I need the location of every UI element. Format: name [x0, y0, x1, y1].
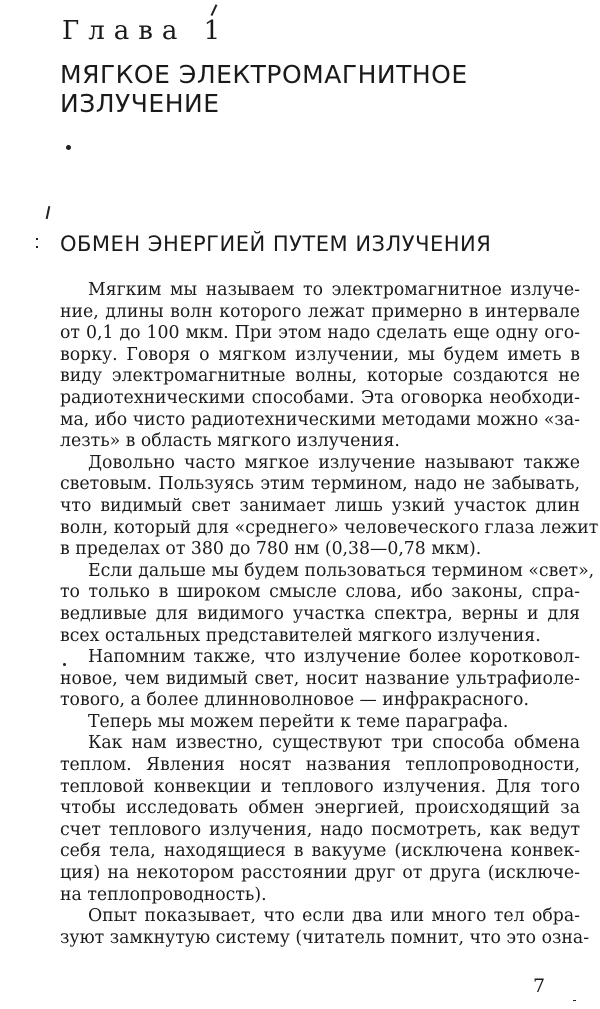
- text-line: Мягким мы называем то электромагнитное излуче-: [88, 280, 580, 300]
- scan-speck: [63, 663, 66, 666]
- scan-speck: [36, 246, 38, 248]
- text-line: в пределах от 380 до 780 нм (0,38—0,78 мкм).: [60, 539, 482, 560]
- text-line: радиотехническими способами. Эта оговорка необходи-: [60, 387, 580, 408]
- text-line: ма, ибо чисто радиотехническими методами можно «за-: [60, 409, 580, 430]
- text-line: тового, а более длинноволновое — инфракрасного.: [60, 690, 529, 711]
- body-text: [60, 280, 599, 949]
- text-line: ние, длины волн которого лежат примерно в интервале: [60, 301, 580, 322]
- text-line: световым. Пользуясь этим термином, надо не забывать,: [60, 474, 580, 495]
- chapter-label: Глава 1: [62, 16, 230, 46]
- text-line: ведливые для видимого участка спектра, верны и для: [60, 603, 580, 624]
- text-line: от 0,1 до 100 мкм. При этом надо сделать еще одну ого-: [60, 323, 580, 344]
- scan-speck: [36, 238, 38, 240]
- text-line: счет теплового излучения, надо посмотреть, как ведут: [60, 819, 580, 840]
- chapter-title: [60, 60, 468, 118]
- chapter-title-line: ИЗЛУЧЕНИЕ: [60, 89, 220, 118]
- text-line: волн, который для «среднего» человеческого глаза лежит: [60, 517, 599, 538]
- text-line: Напомним также, что излучение более коротковол-: [88, 647, 580, 668]
- text-line: тепловой конвекции и теплового излучения. Для того: [60, 776, 580, 797]
- section-heading: ОБМЕН ЭНЕРГИЕЙ ПУТЕМ ИЗЛУЧЕНИЯ: [60, 232, 492, 256]
- text-line: то только в широком смысле слова, ибо законы, спра-: [60, 582, 580, 603]
- scan-speck: [573, 1000, 576, 1001]
- text-line: новое, чем видимый свет, носит название ультрафиоле-: [60, 668, 580, 689]
- page-number: 7: [533, 975, 546, 997]
- text-line: Опыт показывает, что если два или много тел обра-: [88, 906, 580, 927]
- text-line: себя тела, находящиеся в вакууме (исключена конвек-: [60, 841, 580, 862]
- text-line: виду электромагнитные волны, которые создаются не: [60, 366, 580, 387]
- text-line: теплом. Явления носят названия теплопроводности,: [60, 755, 580, 776]
- scan-speck: [46, 206, 50, 219]
- text-line: ворку. Говоря о мягком излучении, мы будем иметь в: [60, 344, 580, 365]
- text-line: на теплопроводность).: [60, 884, 267, 905]
- text-line: зуют замкнутую систему (читатель помнит, что это озна-: [60, 927, 590, 948]
- text-line: что видимый свет занимает лишь узкий участок длин: [60, 495, 580, 516]
- text-line: лезть» в область мягкого излучения.: [60, 431, 400, 452]
- text-line: Теперь мы можем перейти к теме параграфа.: [88, 711, 509, 732]
- text-line: Как нам известно, существуют три способа обмена: [88, 733, 580, 754]
- chapter-title-line: МЯГКОЕ ЭЛЕКТРОМАГНИТНОЕ: [60, 60, 468, 89]
- text-line: чтобы исследовать обмен энергией, происходящий за: [60, 798, 580, 819]
- text-line: всех остальных представителей мягкого излучения.: [60, 625, 541, 646]
- text-line: Довольно часто мягкое излучение называют также: [88, 452, 580, 473]
- scan-speck: [66, 145, 71, 150]
- text-line: Если дальше мы будем пользоваться термином «свет»,: [88, 560, 595, 581]
- text-line: ция) на некотором расстоянии друг от друга (исключе-: [60, 863, 580, 884]
